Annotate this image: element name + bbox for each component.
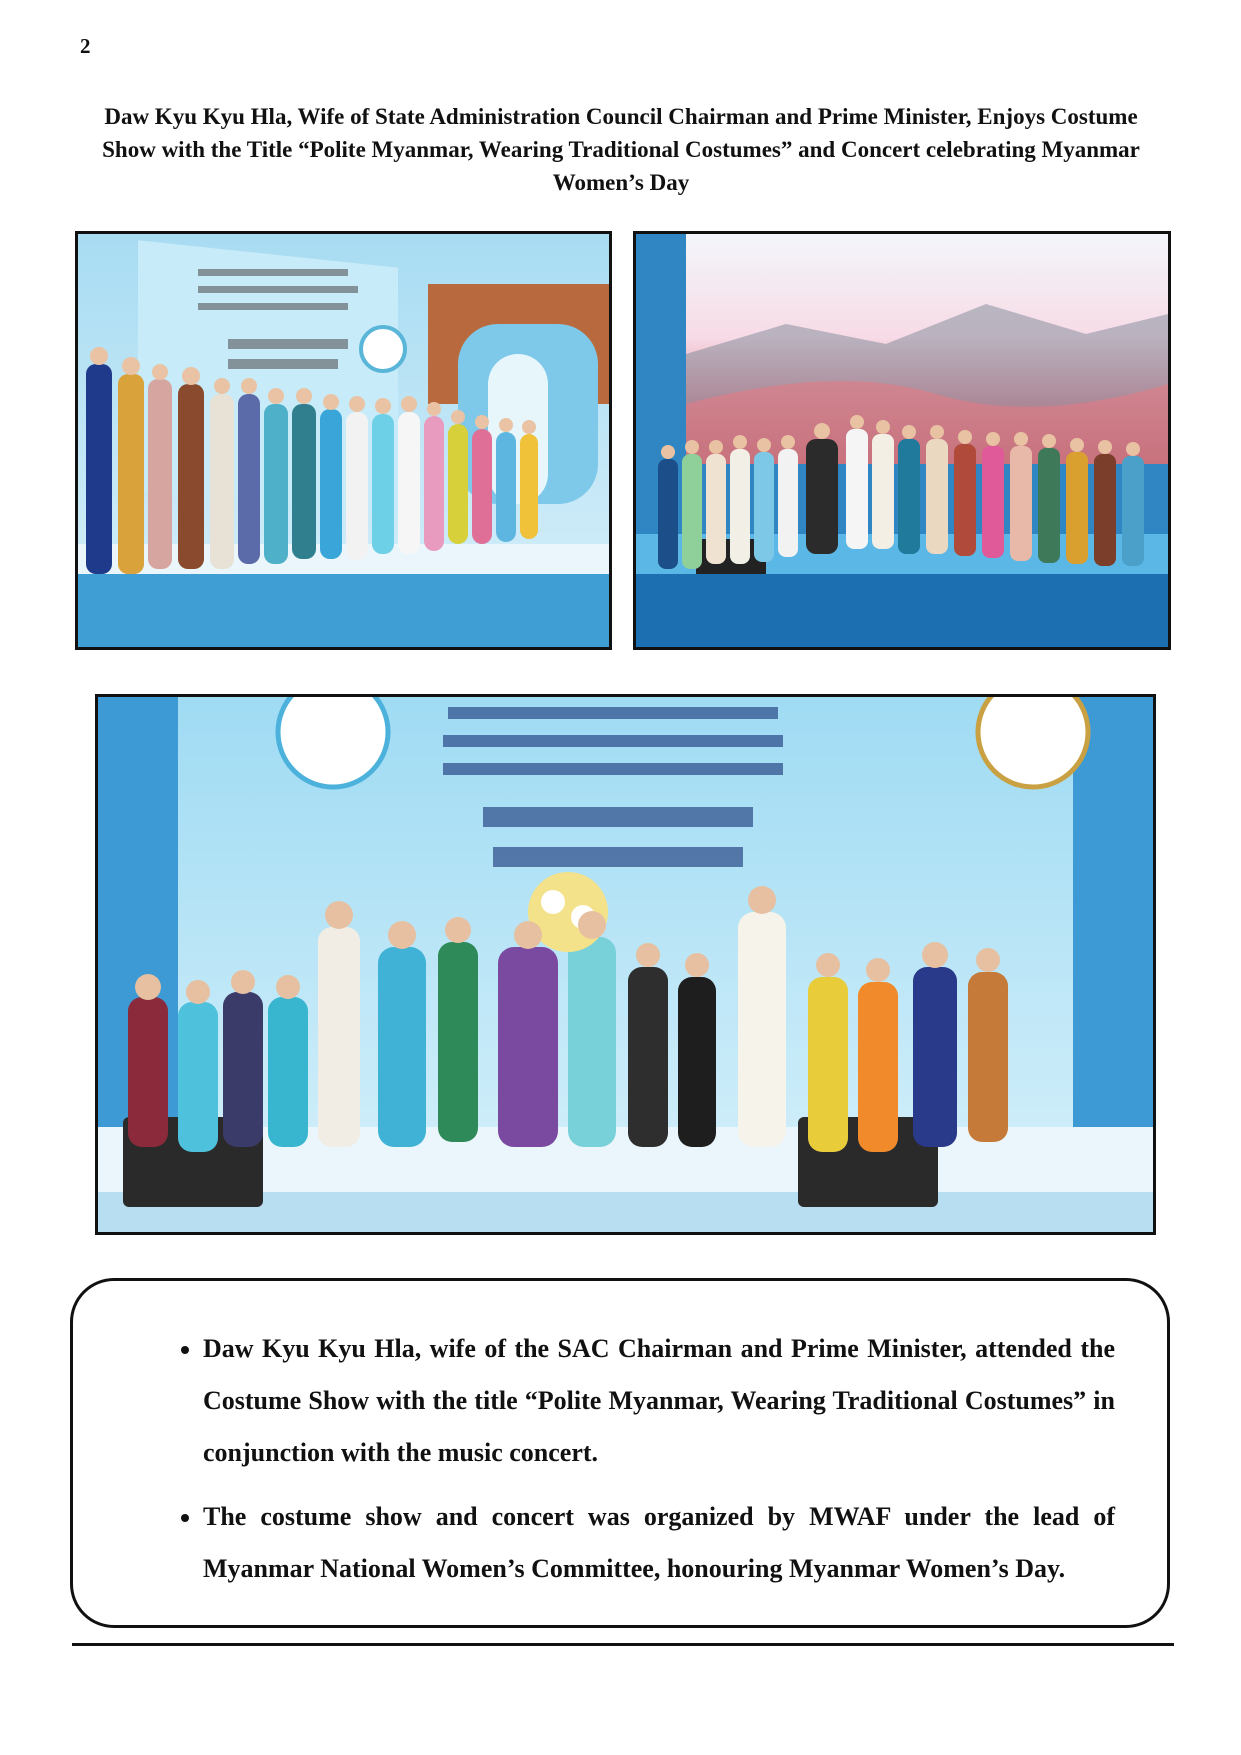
photo-bouquet-presentation [95,694,1156,1235]
bottom-rule [72,1643,1174,1646]
photo-stage-greeting-image [78,234,609,647]
photo-stage-greeting [75,231,612,650]
photo-bouquet-presentation-image [98,697,1153,1232]
photo-models-lineup [633,231,1171,650]
summary-bullet-list [133,1323,1115,1607]
page-title: Daw Kyu Kyu Hla, Wife of State Administration Council Chairman and Prime Minister, Enjoys Costume Show with the Title “Polite Myanmar, Wearing Traditional Costumes” and Concert celebrating Myanmar Women’s Day [102,104,1140,195]
summary-box [70,1278,1170,1628]
photo-models-lineup-image [636,234,1168,647]
page-number: 2 [80,34,91,58]
summary-bullet: • Daw Kyu Kyu Hla, wife of the SAC Chairman and Prime Minister, attended the Costume Show with the title “Polite Myanmar, Wearing Traditional Costumes” in conjunction with the music concert. [203,1323,1115,1479]
summary-bullet: • The costume show and concert was organized by MWAF under the lead of Myanmar National Women’s Committee, honouring Myanmar Women’s Day. [203,1491,1115,1595]
